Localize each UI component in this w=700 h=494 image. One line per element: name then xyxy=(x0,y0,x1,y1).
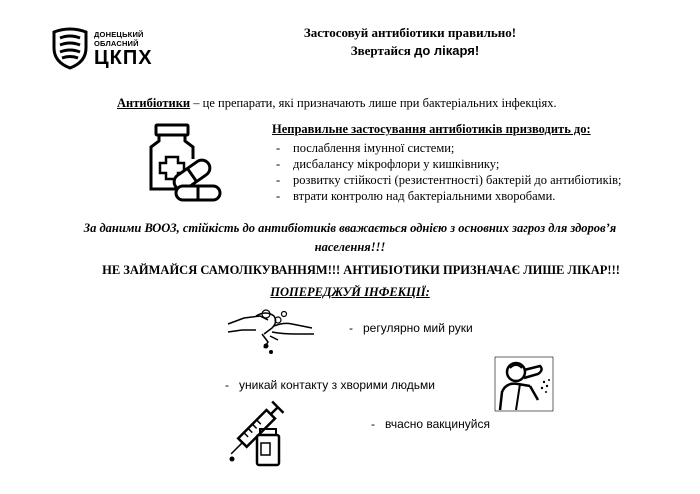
sneezing-person-icon xyxy=(494,356,554,412)
header-subtitle: Звертайся до лікаря! xyxy=(350,43,480,58)
misuse-heading: Неправильне застосування антибіотиків призводить до: xyxy=(272,122,591,136)
logo-subtitle: ДОНЕЦЬКИЙ ОБЛАСНИЙ xyxy=(94,30,144,48)
intro-term: Антибіотики xyxy=(117,96,191,110)
medicine-bottle-pills-icon xyxy=(146,123,216,199)
intro-text: Антибіотики – це препарати, які призначають лише при бактеріальних інфекціях. xyxy=(117,96,557,110)
list-item: - послаблення імунної системи; xyxy=(276,141,455,155)
list-item: - розвитку стійкості (резистентності) бактерій до антибіотиків; xyxy=(276,173,622,187)
tip-vaccinate: - вчасно вакцинуйся xyxy=(371,417,490,431)
prevention-heading: ПОПЕРЕДЖУЙ ІНФЕКЦІЇ: xyxy=(270,285,430,299)
logo-name: ЦКПХ xyxy=(94,47,153,69)
syringe-vial-icon xyxy=(224,397,304,467)
header-title: Застосовуй антибіотики правильно! xyxy=(303,25,517,40)
tip-wash-hands: - регулярно мий руки xyxy=(349,321,473,335)
who-statement: За даними ВООЗ, стійкість до антибіотиків вважається однією з основних загроз для здоров’я населення!!! xyxy=(83,221,617,254)
misuse-list xyxy=(276,140,622,204)
hand-washing-icon xyxy=(226,306,316,356)
list-item: - дисбалансу мікрофлори у кишківнику; xyxy=(276,157,500,171)
self-medication-warning: НЕ ЗАЙМАЙСЯ САМОЛІКУВАННЯМ!!! АНТИБІОТИКИ ПРИЗНАЧАЄ ЛИШЕ ЛІКАР!!! xyxy=(102,263,620,277)
list-item: - втрати контролю над бактеріальними хворобами. xyxy=(276,189,556,203)
tip-avoid-sick: - уникай контакту з хворими людьми xyxy=(225,378,435,392)
